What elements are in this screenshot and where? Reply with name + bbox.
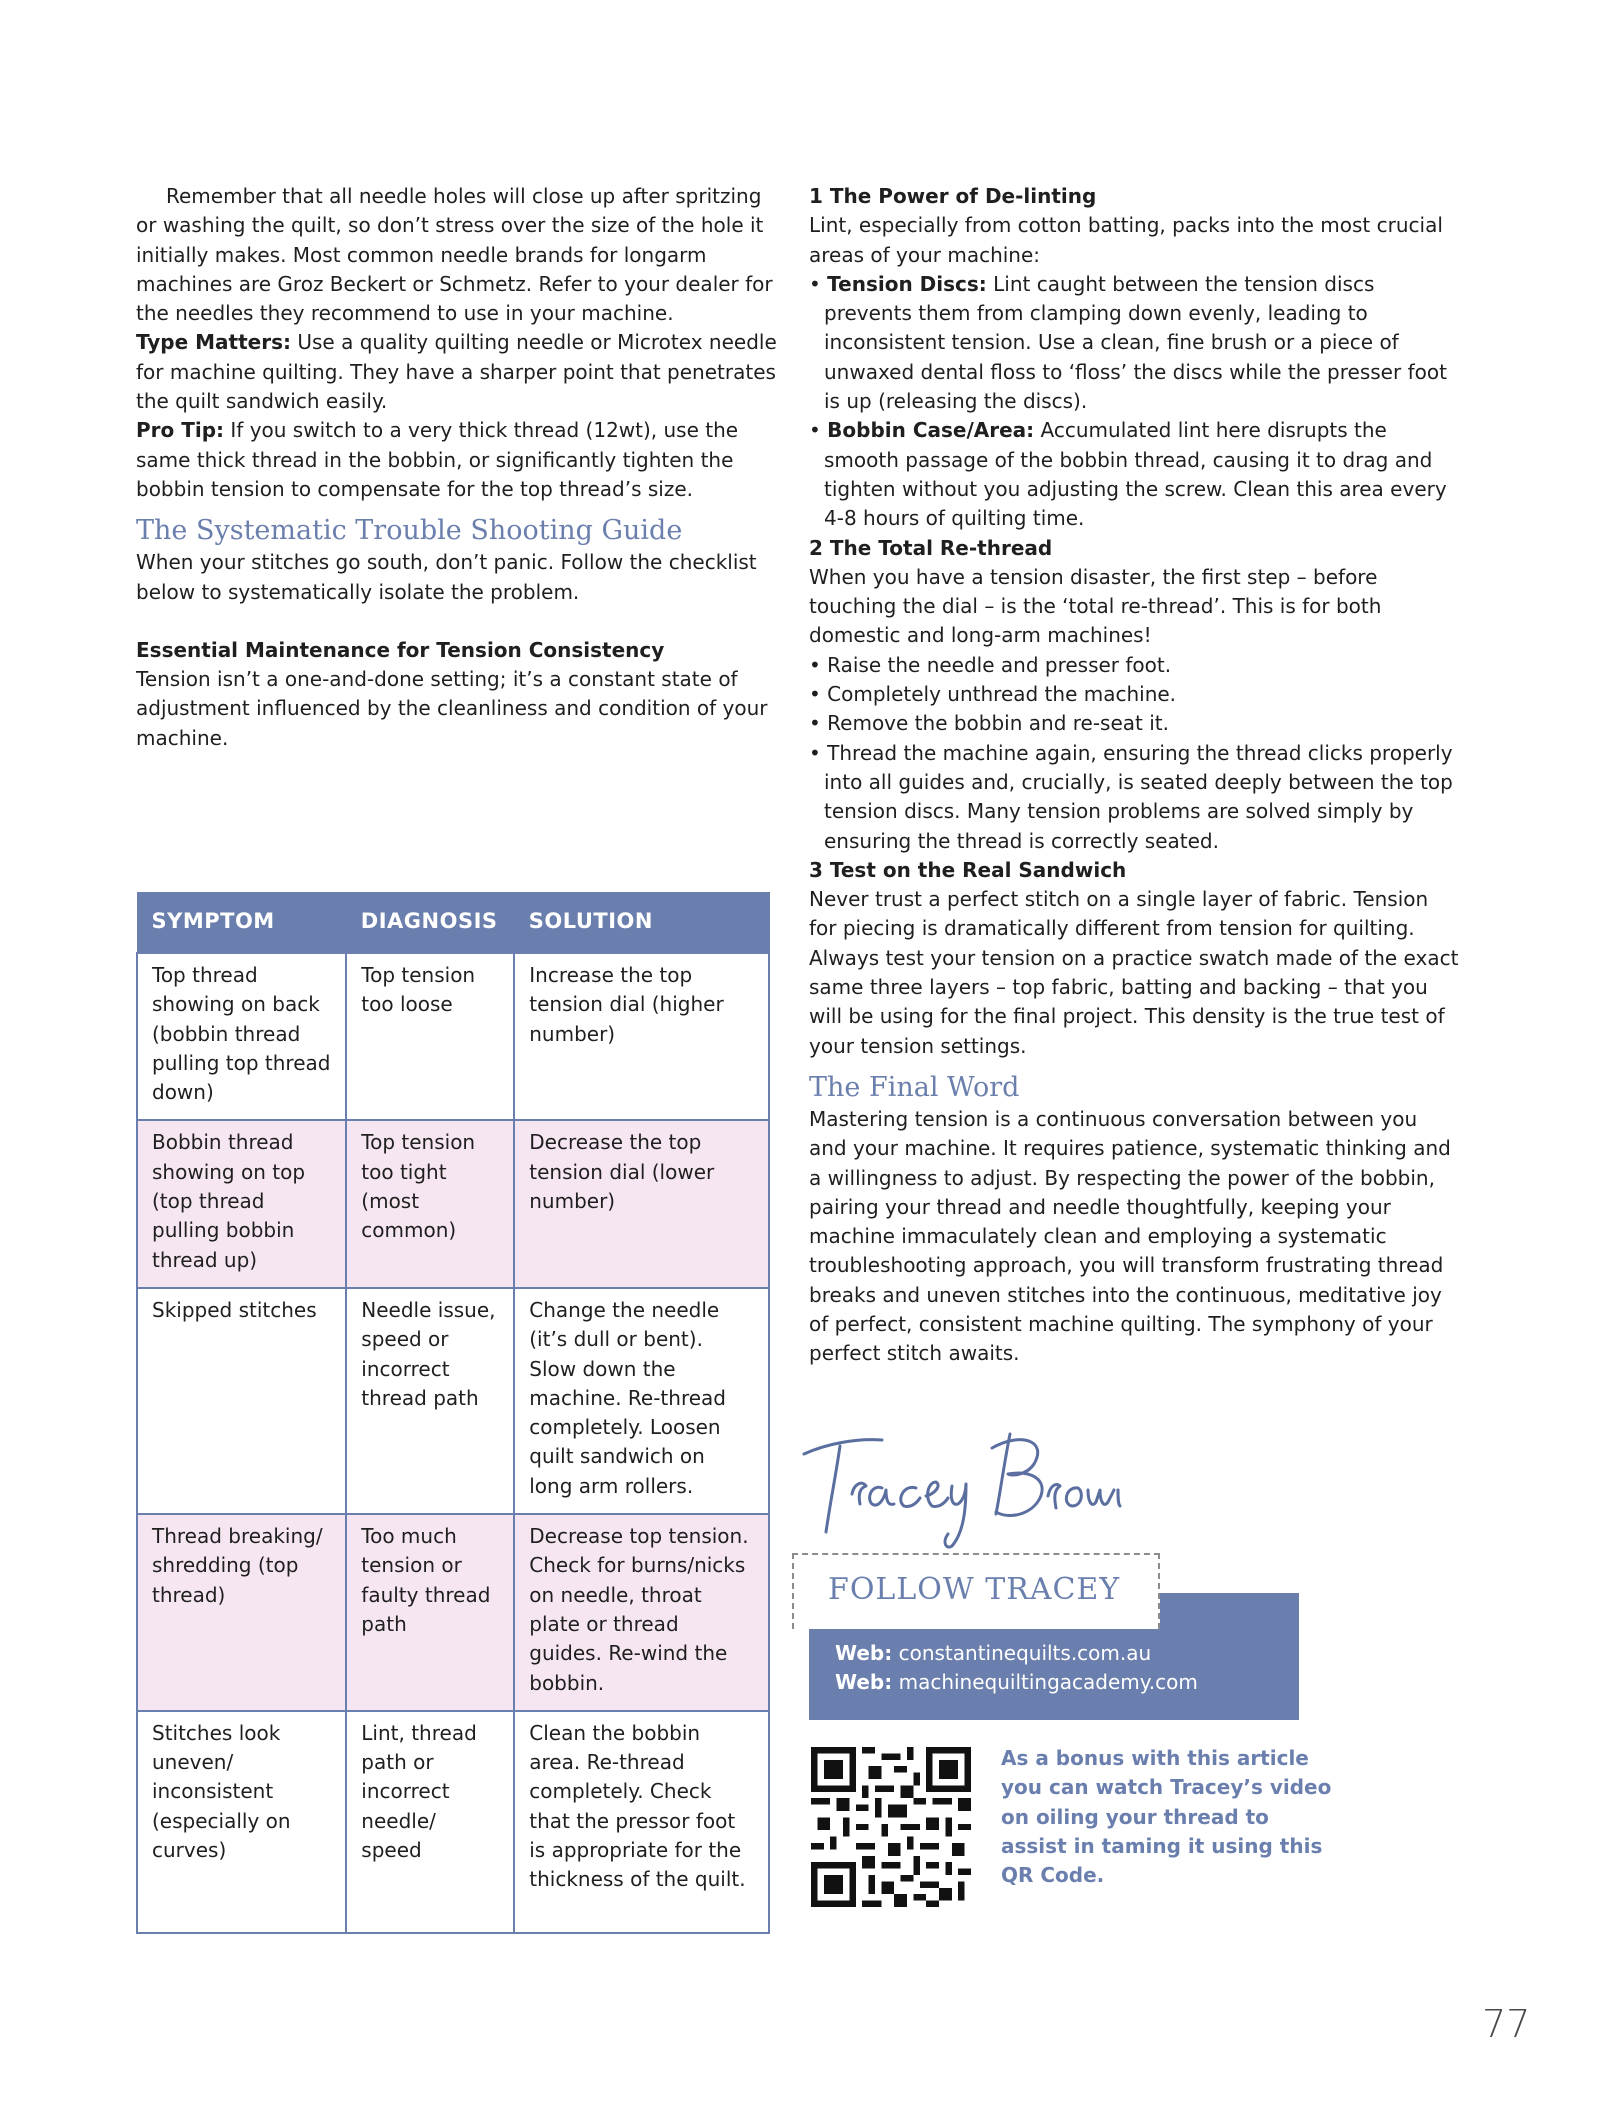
guide-title: The Systematic Trouble Shooting Guide: [136, 515, 683, 547]
final-word-text: Mastering tension is a continuous conversation between you and your machine. It requires patience, systematic thinking and a willingness to adjust. By respecting the power of the bobbin, pairing your thread and needle thoughtfully, keeping your machine immaculately clean and employing a systematic troubleshooting approach, you will transform frustrating thread breaks and uneven stitches into the continuous, meditative joy of perfect, consistent machine quilting. The symphony of your perfect stitch awaits.: [809, 1106, 1451, 1366]
table-row: [137, 953, 769, 1120]
pro-tip-paragraph: [136, 416, 778, 504]
page-number: 77: [1482, 2002, 1531, 2046]
follow-title: FOLLOW TRACEY: [828, 1572, 1121, 1607]
symptom-cell: Thread breaking/ shredding (top thread): [137, 1514, 346, 1711]
web-line-1: Web: constantinequilts.com.au: [835, 1641, 1152, 1665]
diagnosis-cell: Too much tension or faulty thread path: [346, 1514, 514, 1711]
final-word-title: The Final Word: [809, 1071, 1020, 1103]
header-solution: SOLUTION: [514, 892, 769, 953]
symptom-cell: Bobbin thread showing on top (top thread pulling bobbin thread up): [137, 1120, 346, 1287]
diagnosis-cell: Lint, thread path or incorrect needle/ speed: [346, 1711, 514, 1933]
table-row: [137, 1711, 769, 1933]
list-item: • Thread the machine again, ensuring the thread clicks properly into all guides and, crucially, is seated deeply between the top tension discs. Many tension problems are solved simply by ensuring the thread is correctly seated.: [809, 740, 1453, 853]
diagnosis-cell: Needle issue, speed or incorrect thread path: [346, 1288, 514, 1514]
sandwich-heading: 3 Test on the Real Sandwich: [809, 857, 1127, 882]
signature: [796, 1424, 1136, 1554]
troubleshooting-table: [136, 892, 770, 1934]
type-matters-paragraph: [136, 328, 778, 416]
list-item: • Bobbin Case/Area: Accumulated lint here disrupts the smooth passage of the bobbin thread, causing it to drag and tighten without you adjusting the screw. Clean this area every 4-8 hours of quilting time.: [809, 418, 1447, 531]
table-header-row: [137, 892, 769, 953]
delinting-heading: 1 The Power of De-linting: [809, 184, 1097, 208]
diagnosis-cell: Top tension too tight (most common): [346, 1120, 514, 1287]
web-line-2: Web: machinequiltingacademy.com: [835, 1670, 1198, 1695]
sandwich-text: Never trust a perfect stitch on a single layer of fabric. Tension for piecing is dramatically different from tension for quilting. Always test your tension on a practice swatch made of the exact same three layers – top fabric, batting and backing – that you will be using for the final project. This density is the true test of your tension settings.: [809, 887, 1459, 1058]
header-diagnosis: DIAGNOSIS: [346, 892, 514, 953]
maintenance-text: Tension isn’t a one-and-done setting; it’s a constant state of adjustment influenced by the cleanliness and condition of your machine.: [136, 667, 768, 750]
intro-paragraph: Remember that all needle holes will close up after spritzing or washing the quilt, so don’t stress over the size of the hole it initially makes. Most common needle brands for longarm machines are Groz Beckert or Schmetz. Refer to your dealer for the needles they recommend to use in your machine.: [136, 184, 773, 326]
right-column: [809, 182, 1459, 1369]
qr-code-icon[interactable]: [811, 1747, 971, 1907]
table-row: [137, 1120, 769, 1287]
pro-tip-lead: Pro Tip:: [136, 418, 225, 443]
guide-text: When your stitches go south, don’t panic. Follow the checklist below to systematically isolate the problem.: [136, 550, 757, 604]
solution-cell: Change the needle (it’s dull or bent). Slow down the machine. Re-thread completely. Loosen quilt sandwich on long arm rollers.: [514, 1288, 769, 1514]
header-symptom: SYMPTOM: [137, 892, 346, 953]
solution-cell: Increase the top tension dial (higher number): [514, 953, 769, 1120]
symptom-cell: Stitches look uneven/ inconsistent (especially on curves): [137, 1711, 346, 1933]
list-item: • Raise the needle and presser foot.: [809, 652, 1172, 677]
left-column: [136, 182, 778, 753]
rethread-heading: 2 The Total Re-thread: [809, 535, 1053, 560]
type-matters-lead: Type Matters:: [136, 330, 291, 355]
table-row: [137, 1514, 769, 1711]
diagnosis-cell: Top tension too loose: [346, 953, 514, 1120]
rethread-text: When you have a tension disaster, the first step – before touching the dial – is the ‘total re-thread’. This is for both domestic and long-arm machines!: [809, 564, 1382, 648]
symptom-cell: Skipped stitches: [137, 1288, 346, 1514]
type-matters-text: Use a quality quilting needle or Microtex needle for machine quilting. They have a sharper point that penetrates the quilt sandwich easily.: [136, 330, 777, 414]
solution-cell: Decrease the top tension dial (lower number): [514, 1120, 769, 1287]
list-item: • Tension Discs: Lint caught between the tension discs prevents them from clamping down evenly, leading to inconsistent tension. Use a clean, fine brush or a piece of unwaxed dental floss to ‘floss’ the discs while the presser foot is up (releasing the discs).: [809, 271, 1447, 414]
symptom-cell: Top thread showing on back (bobbin thread pulling top thread down): [137, 953, 346, 1120]
solution-cell: Clean the bobbin area. Re-thread completely. Check that the pressor foot is appropriate for the thickness of the quilt.: [514, 1711, 769, 1933]
table-row: [137, 1288, 769, 1514]
list-item: • Completely unthread the machine.: [809, 682, 1177, 707]
solution-cell: Decrease top tension. Check for burns/nicks on needle, throat plate or thread guides. Re-wind the bobbin.: [514, 1514, 769, 1711]
maintenance-heading: Essential Maintenance for Tension Consistency: [136, 637, 665, 662]
delinting-text: Lint, especially from cotton batting, packs into the most crucial areas of your machine:: [809, 213, 1443, 267]
pro-tip-text: If you switch to a very thick thread (12wt), use the same thick thread in the bobbin, or significantly tighten the bobbin tension to compensate for the top thread’s size.: [136, 418, 739, 501]
bonus-text: As a bonus with this article you can watch Tracey’s video on oiling your thread to assist in taming it using this QR Code.: [1001, 1746, 1332, 1888]
list-item: • Remove the bobbin and re-seat it.: [809, 711, 1169, 736]
web-link-constantinequilts[interactable]: constantinequilts.com.au: [892, 1641, 1152, 1665]
web-link-machinequiltingacademy[interactable]: machinequiltingacademy.com: [892, 1670, 1198, 1695]
